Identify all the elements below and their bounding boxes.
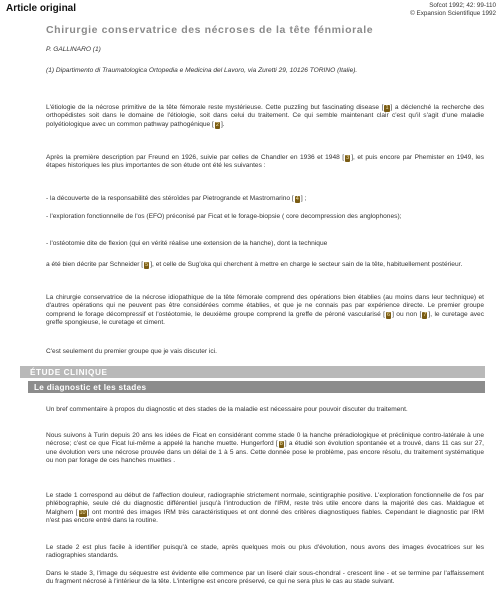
reference-link[interactable]: 1 <box>385 105 389 111</box>
journal-reference <box>410 2 496 18</box>
section-heading: ÉTUDE CLINIQUE <box>20 366 485 378</box>
publisher-line: © Expansion Scientifique 1992 <box>410 10 496 17</box>
affiliation: (1) Dipartimento di Traumatologica Ortopedia e Medicina del Lavoro, via Zuretti 29, 10126 TORINO (Italie). <box>46 67 358 74</box>
paragraph: Après la première description par Freund en 1926, suivie par celles de Chandler en 1936 et 1948 [ 3 ], et puis encore par Phemister en 1949, les étapes historiques les plus importantes de son étude ont été les suivantes : <box>46 154 484 170</box>
reference-link[interactable]: 7 <box>423 311 427 318</box>
reference-link[interactable]: 3 <box>346 155 350 161</box>
list-item: - l'exploration fonctionnelle de l'os (EFO) préconisé par Ficat et le forage-biopsie ( core decompression des anglophones); <box>46 213 402 220</box>
list-item: - l'ostéotomie dite de flexion (qui en vérité réalise une extension de la hanche), dont la technique <box>46 240 328 247</box>
paragraph: L'étiologie de la nécrose primitive de la tête fémorale reste mystérieuse. Cette puzzling but fascinating disease [ 1 ] a déclenché la recherche des orthopédistes soit dans le domaine de l'étiologie, soit dans celui du traitement. Ce qui semble maintenant clair c'est qu'il s'agit d'une maladie polyétiologique avec un common pathway pathogénique [ 2 ]. <box>46 104 484 128</box>
reference-link[interactable]: 4 <box>295 196 299 202</box>
paragraph: Nous suivons à Turin depuis 20 ans les idées de Ficat en considérant comme stade 0 la hanche préradiologique et préclinique contro-latérale à une nécrose; c'est ce que Ficat lui-même a appelé la hanche muette. Hungerford [ 8 ] a étudié son évolution spontanée et a trouvé, dans 11 cas sur 27, une évolution vers une nécrose prouvée dans un délai de 1 à 5 ans. Cette donnée pose le problème, pas encore résolu, du traitement systématique ou non par forage de ces hanches muettes . <box>46 432 484 465</box>
reference-link[interactable]: 2 <box>215 121 219 128</box>
author: P. GALLINARO (1) <box>46 46 101 53</box>
paragraph: La chirurgie conservatrice de la nécrose idiopathique de la tête fémorale comprend des opérations bien établies (au moins dans leur technique) et d'autres opérations qui ne peuvent pas être considérées comme établies, et que je ne connais pas par expérience directe. Le premier groupe comprend le forage décompressif et l'ostéotomie, le deuxième groupe comprend la greffe de péroné vascularisé [ 6 ] ou non [ 7 ], le curetage avec greffe spongieuse, le curetage et ciment. <box>46 294 484 327</box>
article-title: Chirurgie conservatrice des nécroses de la tête fénmiorale <box>46 24 374 36</box>
article-type: Article original <box>6 3 77 14</box>
paragraph: Dans le stade 3, l'image du séquestre est évidente elle commence par un liseré clair sous-chondral - crescent line - et se termine par l'affaissement du fragment nécrosé à l'intérieur de la tête. L'interligne est encore préservé, ce qui ne sera plus le cas au stade suivant. <box>46 570 484 586</box>
subsection-heading: Le diagnostic et les stades <box>28 381 485 393</box>
reference-link[interactable]: 8 <box>279 441 283 448</box>
paragraph: Un bref commentaire à propos du diagnostic et des stades de la maladie est nécessaire pour pouvoir discuter du traitement. <box>46 406 408 413</box>
reference-link[interactable]: 10 <box>79 509 86 516</box>
paragraph: Le stade 2 est plus facile à identifier puisqu'à ce stade, après quelques mois ou plus d'évolution, nous avons des images évocatrices sur les radiographies standards. <box>46 544 484 560</box>
list-item: - la découverte de la responsabilité des stéroïdes par Pietrogrande et Mastromarino [ 4 ] ; <box>46 195 307 202</box>
reference-link[interactable]: 5 <box>145 262 149 268</box>
paragraph: a été bien décrite par Schneider [ 5 ], et celle de Sug'oka qui cherchent à mettre en charge le secteur sain de la tête, habituellement postérieur. <box>46 261 463 268</box>
reference-link[interactable]: 6 <box>387 311 391 318</box>
paragraph: C'est seulement du premier groupe que je vais discuter ici. <box>46 348 217 355</box>
journal-citation: Sofcot 1992; 42: 99-110 <box>429 2 496 9</box>
paragraph: Le stade 1 correspond au début de l'affection douleur, radiographie strictement normale, scintigraphie positive. L'exploration fonctionnelle de l'os par phlébographie, seule clé du diagnostic différentiel jusqu'à l'introduction de l'IRM, reste très utile encore dans la majorité des cas. Maldague et Malghem [ 10 ] ont montré des images IRM très caractéristiques et ont donné des critères diagnostiques fiables. Cependant le diagnostic par IRM n'est pas encore entré dans la routine. <box>46 492 484 525</box>
